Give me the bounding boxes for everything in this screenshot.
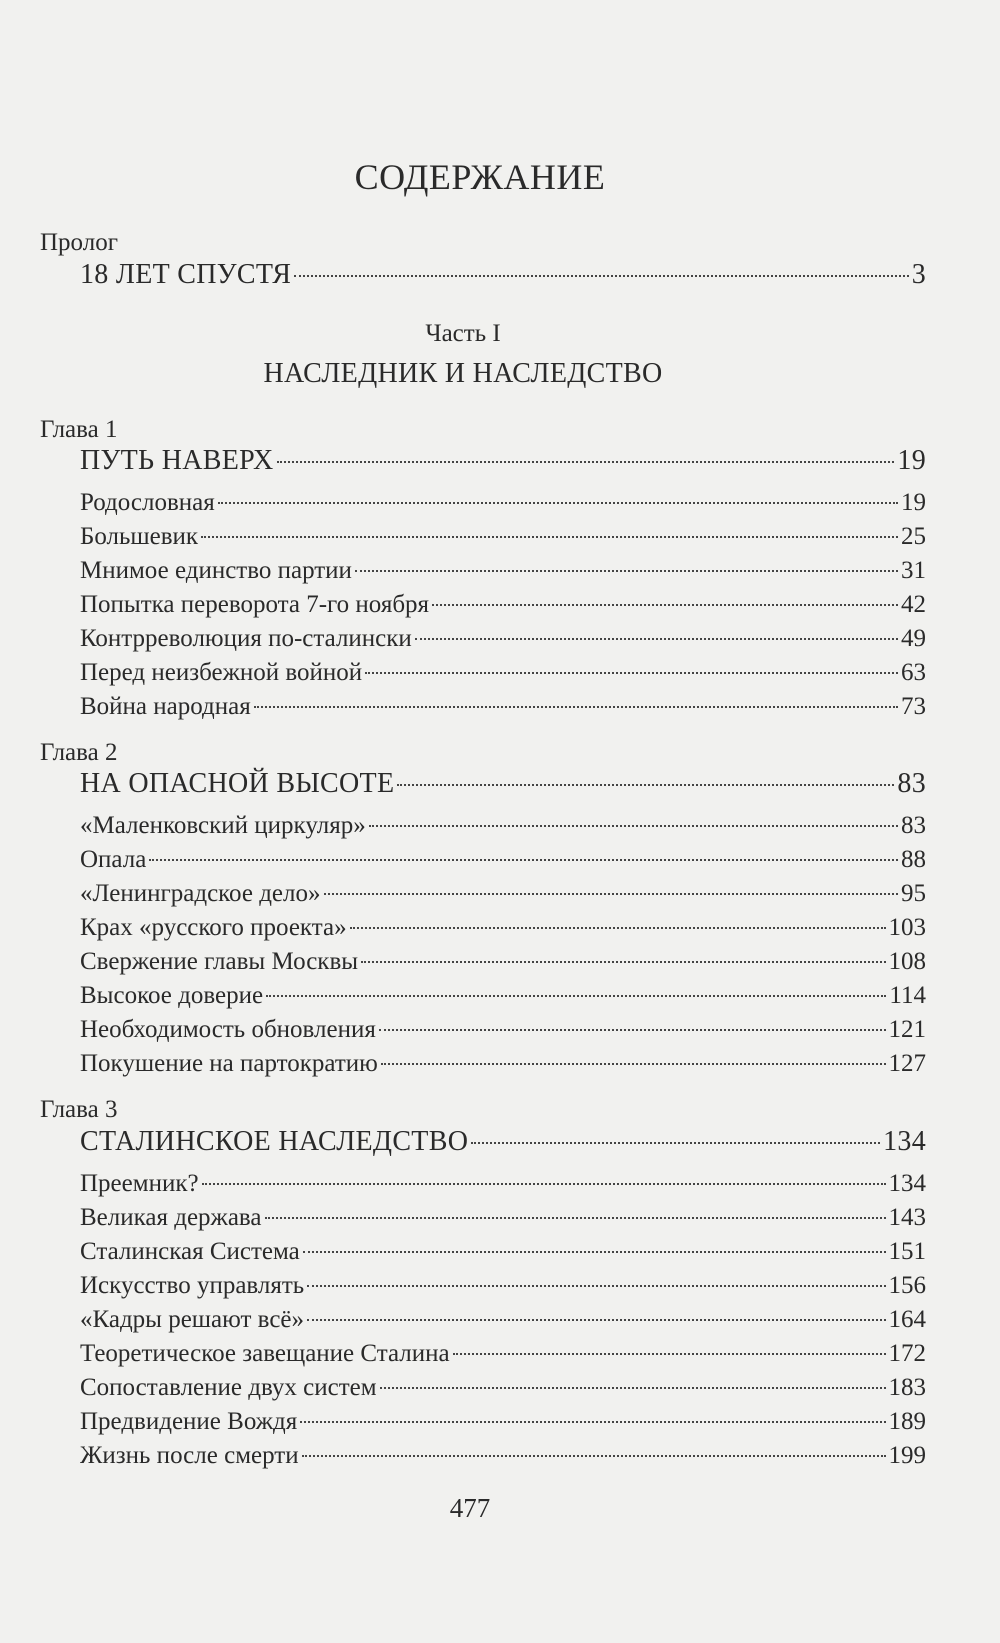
part-number: Часть I bbox=[425, 320, 501, 347]
toc-entry[interactable] bbox=[80, 809, 926, 843]
toc-entry[interactable] bbox=[80, 911, 926, 945]
dot-leader bbox=[355, 570, 898, 572]
entry-page: 114 bbox=[889, 982, 926, 1009]
prologue-label: Пролог bbox=[40, 229, 118, 256]
toc-entry[interactable] bbox=[80, 1201, 926, 1235]
entry-text: «Ленинградское дело» bbox=[80, 880, 321, 907]
chapter-label: Глава 3 bbox=[40, 1096, 118, 1123]
entry-page: 31 bbox=[901, 557, 926, 584]
entry-text: «Кадры решают всё» bbox=[80, 1306, 305, 1333]
dot-leader bbox=[302, 1455, 886, 1457]
entry-text: ПУТЬ НАВЕРХ bbox=[80, 445, 274, 476]
toc-entry[interactable] bbox=[80, 1269, 926, 1303]
entry-text: Родословная bbox=[80, 489, 215, 516]
entry-page: 42 bbox=[901, 591, 926, 618]
dot-leader bbox=[471, 1142, 880, 1144]
dot-leader bbox=[350, 927, 886, 929]
entry-page: 172 bbox=[888, 1340, 926, 1367]
entry-page: 73 bbox=[901, 693, 926, 720]
entry-page: 83 bbox=[901, 812, 926, 839]
dot-leader bbox=[202, 1183, 886, 1185]
entry-page: 49 bbox=[901, 625, 926, 652]
dot-leader bbox=[303, 1251, 886, 1253]
dot-leader bbox=[397, 784, 894, 786]
entry-text: Теоретическое завещание Сталина bbox=[80, 1340, 450, 1367]
entry-page: 95 bbox=[901, 880, 926, 907]
entry-page: 25 bbox=[901, 523, 926, 550]
dot-leader bbox=[218, 502, 898, 504]
entry-page: 156 bbox=[888, 1272, 926, 1299]
entry-page: 108 bbox=[888, 948, 926, 975]
dot-leader bbox=[277, 461, 895, 463]
toc-entry[interactable] bbox=[80, 486, 926, 520]
entry-text: Высокое доверие bbox=[80, 982, 264, 1009]
dot-leader bbox=[415, 638, 898, 640]
toc-entry-chapter-3[interactable] bbox=[80, 1125, 926, 1159]
entry-page: 63 bbox=[901, 659, 926, 686]
toc-entry[interactable] bbox=[80, 690, 926, 724]
entry-page: 189 bbox=[888, 1408, 926, 1435]
entry-text: Искусство управлять bbox=[80, 1272, 305, 1299]
entry-text: НА ОПАСНОЙ ВЫСОТЕ bbox=[80, 768, 395, 799]
entry-text: Попытка переворота 7-го ноября bbox=[80, 591, 430, 618]
toc-entry[interactable] bbox=[80, 1047, 926, 1081]
toc-entry[interactable] bbox=[80, 979, 926, 1013]
toc-entry[interactable] bbox=[80, 843, 926, 877]
entry-page: 134 bbox=[888, 1170, 926, 1197]
dot-leader bbox=[324, 893, 898, 895]
toc-entry[interactable] bbox=[80, 554, 926, 588]
entry-page: 183 bbox=[888, 1374, 926, 1401]
entry-text: Опала bbox=[80, 846, 147, 873]
toc-entry[interactable] bbox=[80, 945, 926, 979]
dot-leader bbox=[265, 1217, 886, 1219]
dot-leader bbox=[379, 1029, 886, 1031]
page-number: 477 bbox=[449, 1493, 491, 1523]
toc-entry[interactable] bbox=[80, 1167, 926, 1201]
dot-leader bbox=[300, 1421, 885, 1423]
dot-leader bbox=[432, 604, 898, 606]
toc-entry[interactable] bbox=[80, 1303, 926, 1337]
dot-leader bbox=[294, 275, 908, 277]
entry-page: 19 bbox=[901, 489, 926, 516]
entry-page: 143 bbox=[888, 1204, 926, 1231]
dot-leader bbox=[365, 672, 898, 674]
dot-leader bbox=[380, 1387, 886, 1389]
toc-entry[interactable] bbox=[80, 1013, 926, 1047]
entry-text: Война народная bbox=[80, 693, 251, 720]
entry-page: 19 bbox=[897, 445, 926, 476]
dot-leader bbox=[266, 995, 886, 997]
toc-entry[interactable] bbox=[80, 1439, 926, 1473]
dot-leader bbox=[381, 1063, 886, 1065]
page-title: СОДЕРЖАНИЕ bbox=[354, 157, 606, 197]
entry-text: Свержение главы Москвы bbox=[80, 948, 359, 975]
toc-entry-chapter-2[interactable] bbox=[80, 767, 926, 801]
toc-entry[interactable] bbox=[80, 520, 926, 554]
entry-text: Контрреволюция по-сталински bbox=[80, 625, 412, 652]
entry-page: 134 bbox=[883, 1126, 926, 1157]
dot-leader bbox=[254, 706, 898, 708]
dot-leader bbox=[307, 1319, 885, 1321]
entry-page: 83 bbox=[897, 768, 926, 799]
toc-entry[interactable] bbox=[80, 877, 926, 911]
dot-leader bbox=[369, 825, 898, 827]
entry-text: СТАЛИНСКОЕ НАСЛЕДСТВО bbox=[80, 1126, 469, 1157]
entry-page: 88 bbox=[901, 846, 926, 873]
toc-entry[interactable] bbox=[80, 1235, 926, 1269]
entry-page: 103 bbox=[888, 914, 926, 941]
entry-text: Мнимое единство партии bbox=[80, 557, 352, 584]
toc-entry[interactable] bbox=[80, 656, 926, 690]
entry-text: Преемник? bbox=[80, 1170, 199, 1197]
entry-text: Покушение на партократию bbox=[80, 1050, 378, 1077]
chapter-label: Глава 1 bbox=[40, 416, 118, 443]
dot-leader bbox=[149, 859, 898, 861]
entry-page: 127 bbox=[888, 1050, 926, 1077]
entry-page: 164 bbox=[888, 1306, 926, 1333]
dot-leader bbox=[201, 536, 898, 538]
entry-page: 3 bbox=[911, 259, 926, 290]
toc-entry-chapter-1[interactable] bbox=[80, 444, 926, 478]
entry-text: Великая держава bbox=[80, 1204, 262, 1231]
entry-text: 18 ЛЕТ СПУСТЯ bbox=[80, 259, 292, 290]
dot-leader bbox=[307, 1285, 885, 1287]
entry-text: Предвидение Вождя bbox=[80, 1408, 298, 1435]
dot-leader bbox=[361, 961, 885, 963]
entry-text: Большевик bbox=[80, 523, 199, 550]
toc-entry[interactable] bbox=[80, 622, 926, 656]
entry-text: Сталинская Система bbox=[80, 1238, 300, 1265]
entry-page: 151 bbox=[888, 1238, 926, 1265]
chapter-label: Глава 2 bbox=[40, 739, 118, 766]
dot-leader bbox=[453, 1353, 886, 1355]
entry-text: Перед неизбежной войной bbox=[80, 659, 363, 686]
entry-text: Сопоставление двух систем bbox=[80, 1374, 377, 1401]
entry-page: 199 bbox=[888, 1442, 926, 1469]
entry-text: «Маленковский циркуляр» bbox=[80, 812, 366, 839]
entry-text: Крах «русского проекта» bbox=[80, 914, 347, 941]
entry-text: Жизнь после смерти bbox=[80, 1442, 299, 1469]
toc-entry[interactable] bbox=[80, 1371, 926, 1405]
toc-entry-prologue[interactable] bbox=[80, 258, 926, 292]
toc-entry[interactable] bbox=[80, 1337, 926, 1371]
toc-entry[interactable] bbox=[80, 1405, 926, 1439]
entry-text: Необходимость обновления bbox=[80, 1016, 376, 1043]
part-title: НАСЛЕДНИК И НАСЛЕДСТВО bbox=[263, 358, 663, 389]
entry-page: 121 bbox=[888, 1016, 926, 1043]
toc-entry[interactable] bbox=[80, 588, 926, 622]
